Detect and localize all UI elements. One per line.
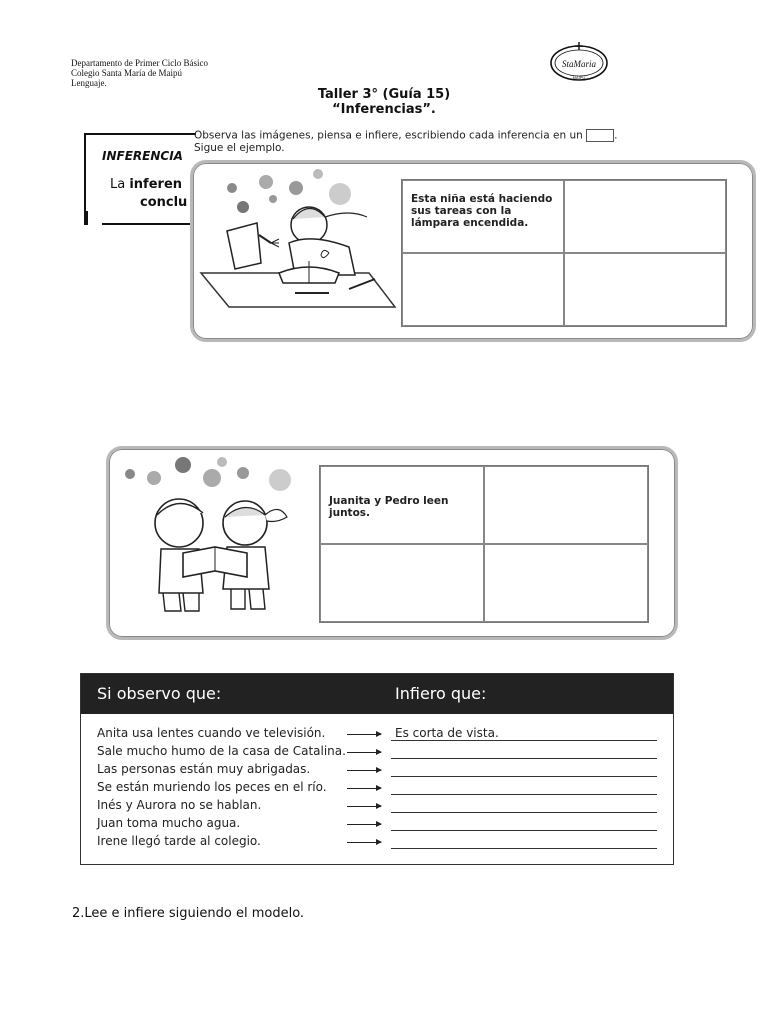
example-2-grid: [319, 465, 649, 623]
answer-line[interactable]: [391, 830, 657, 831]
example-1-answer: Esta niña está haciendo sus tareas con la lámpara encendida.: [402, 180, 564, 253]
definition-text-line-2: conclu: [140, 195, 188, 210]
answer-line[interactable]: [391, 740, 657, 741]
grid-cell[interactable]: [564, 253, 726, 326]
definition-text: La inferen: [110, 177, 183, 192]
title-line-1: Taller 3° (Guía 15): [317, 87, 451, 102]
grid-cell[interactable]: [484, 544, 648, 622]
inference-table: [80, 673, 674, 865]
school-header: [71, 58, 208, 88]
table-row: Las personas están muy abrigadas.: [97, 762, 311, 776]
table-header: [81, 674, 673, 714]
example-1-grid: [401, 179, 727, 327]
table-row: Anita usa lentes cuando ve televisión.: [97, 726, 326, 740]
column-header-infer: Infiero que:: [395, 684, 487, 703]
arrow-icon: [347, 806, 381, 807]
grid-cell[interactable]: [402, 253, 564, 326]
svg-text:StaMaria: StaMaria: [561, 59, 597, 69]
school-crest-icon: [548, 40, 610, 82]
answer-line[interactable]: [391, 794, 657, 795]
example-card-2: [106, 446, 678, 640]
answer-line[interactable]: [391, 812, 657, 813]
column-header-observe: Si observo que:: [97, 684, 222, 703]
example-2-answer: Juanita y Pedro leen juntos.: [320, 466, 484, 544]
grid-cell[interactable]: [564, 180, 726, 253]
first-inference-answer: Es corta de vista.: [395, 726, 499, 740]
arrow-icon: [347, 770, 381, 771]
title-line-2: “Inferencias”.: [332, 102, 436, 117]
table-row: Juan toma mucho agua.: [97, 816, 241, 830]
department-line: Departamento de Primer Ciclo Básico: [71, 58, 208, 68]
school-name-line: Colegio Santa María de Maipú: [71, 68, 182, 78]
instruction: Observa las imágenes, piensa e infiere, escribiendo cada inferencia en un . Sigue el ejemplo.: [194, 129, 618, 154]
arrow-icon: [347, 824, 381, 825]
subject-line: Lenguaje.: [71, 78, 107, 88]
table-row: Se están muriendo los peces en el río.: [97, 780, 327, 794]
table-row: Irene llegó tarde al colegio.: [97, 834, 261, 848]
svg-text:MAIPÚ: MAIPÚ: [572, 75, 586, 80]
definition-box: [84, 133, 196, 225]
exercise-2-instruction: 2.Lee e infiere siguiendo el modelo.: [72, 906, 305, 921]
inference-box-icon: [586, 129, 614, 142]
arrow-icon: [347, 752, 381, 753]
girl-studying-illustration: [199, 203, 399, 313]
children-reading-illustration: [149, 493, 289, 617]
table-row: Sale mucho humo de la casa de Catalina.: [97, 744, 346, 758]
arrow-icon: [347, 734, 381, 735]
table-row: Inés y Aurora no se hablan.: [97, 798, 262, 812]
answer-line[interactable]: [391, 758, 657, 759]
definition-heading: INFERENCIA: [102, 149, 183, 163]
grid-cell[interactable]: [484, 466, 648, 544]
answer-line[interactable]: [391, 848, 657, 849]
grid-cell[interactable]: [320, 544, 484, 622]
arrow-icon: [347, 788, 381, 789]
school-logo: [548, 40, 610, 82]
arrow-icon: [347, 842, 381, 843]
page-title: [284, 87, 484, 117]
answer-line[interactable]: [391, 776, 657, 777]
example-card-1: [190, 160, 756, 342]
